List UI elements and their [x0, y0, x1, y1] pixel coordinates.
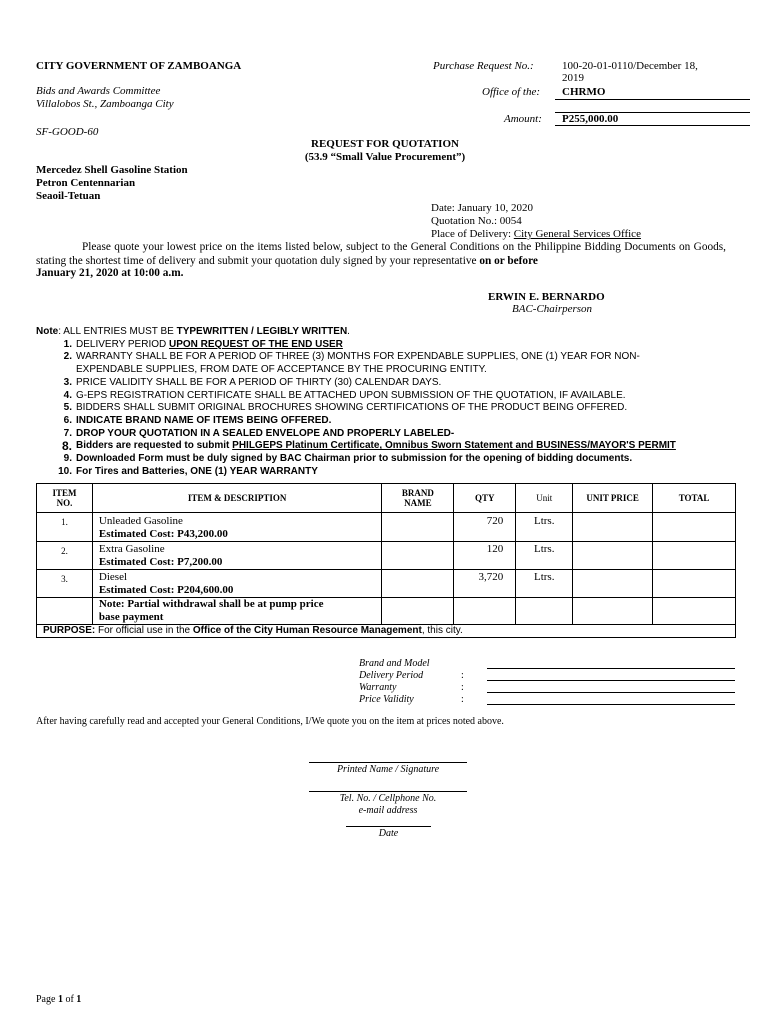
warranty-label: Warranty: [359, 682, 397, 693]
header-total: TOTAL: [653, 484, 736, 513]
supplier-3: Seaoil-Tetuan: [36, 190, 101, 202]
item-brand[interactable]: [382, 570, 454, 598]
note-number: 5.: [63, 402, 72, 414]
colon: :: [461, 670, 464, 681]
warranty-field[interactable]: [487, 692, 735, 693]
notes-intro-end: .: [347, 326, 350, 337]
office-underline: [555, 99, 750, 100]
date-label: Date: [378, 828, 399, 839]
notes-intro-bold: TYPEWRITTEN / LEGIBLY WRITTEN: [176, 326, 348, 337]
purpose-text: For official use in the: [95, 625, 193, 636]
item-unit-price[interactable]: [573, 513, 653, 542]
note-number: 1.: [63, 338, 72, 350]
office-value: CHRMO: [562, 86, 606, 98]
note-text: For Tires and Batteries, ONE (1) YEAR WARRANTY: [76, 465, 318, 477]
note-line: base payment: [98, 611, 164, 623]
item-name: Extra Gasoline: [98, 543, 165, 555]
amount-value: P255,000.00: [562, 113, 619, 125]
page-text: of: [62, 994, 77, 1005]
purpose-text-end: , this city.: [421, 625, 463, 636]
item-name: Unleaded Gasoline: [98, 515, 183, 527]
item-name: Diesel: [98, 571, 128, 583]
quotation-no: Quotation No.: 0054: [431, 215, 522, 227]
brand-model-field[interactable]: [487, 668, 735, 669]
header-description: ITEM & DESCRIPTION: [92, 484, 382, 513]
intro-paragraph: [36, 240, 726, 268]
note-text-cont: EXPENDABLE SUPPLIES, FROM DATE OF ACCEPTANCE BY THE PROCURING ENTITY.: [76, 364, 487, 376]
amount-underline: [555, 125, 750, 126]
note-number: 2.: [63, 351, 72, 363]
header-text: NO.: [56, 498, 73, 508]
delivery-period-label: Delivery Period: [359, 670, 424, 681]
item-total[interactable]: [653, 513, 736, 542]
item-unit-price[interactable]: [573, 570, 653, 598]
notes-label: Note: [36, 326, 59, 337]
item-qty: 720: [454, 513, 516, 542]
note-text: G-EPS REGISTRATION CERTIFICATE SHALL BE ATTACHED UPON SUBMISSION OF THE QUOTATION, IF AVAILABLE.: [76, 389, 626, 401]
note-item-5: [36, 402, 736, 415]
item-unit: Ltrs.: [516, 542, 573, 570]
header-item-no: [37, 484, 93, 513]
amount-label: Amount:: [504, 113, 542, 125]
note-item-1: [36, 339, 736, 352]
note-item-7: [36, 428, 736, 441]
table-row: [37, 570, 736, 598]
committee-address: Villalobos St., Zamboanga City: [36, 98, 174, 110]
purpose-office: Office of the City Human Resource Management: [192, 625, 422, 636]
note-text: WARRANTY SHALL BE FOR A PERIOD OF THREE (3) MONTHS FOR EXPENDABLE SUPPLIES, ONE (1) YEAR FOR NON-: [76, 351, 640, 363]
rfq-title: REQUEST FOR QUOTATION: [311, 138, 459, 150]
item-unit: Ltrs.: [516, 570, 573, 598]
date-line[interactable]: [346, 826, 431, 827]
note-number: 10.: [58, 465, 72, 477]
item-qty: 3,720: [454, 570, 516, 598]
chairperson-name: ERWIN E. BERNARDO: [488, 291, 605, 303]
printed-name-label: Printed Name / Signature: [336, 764, 440, 775]
note-text: INDICATE BRAND NAME OF ITEMS BEING OFFERED.: [76, 414, 332, 426]
note-cell-empty: [37, 598, 93, 625]
header-text: ITEM: [52, 488, 77, 498]
note-emphasis: PHILGEPS Platinum Certificate, Omnibus Sworn Statement and BUSINESS/MAYOR'S PERMIT: [232, 440, 676, 452]
note-item-9: [36, 453, 736, 466]
item-estimated-cost: Estimated Cost: P7,200.00: [98, 556, 223, 568]
email-label: e-mail address: [358, 805, 418, 816]
committee-name: Bids and Awards Committee: [36, 85, 161, 97]
item-total[interactable]: [653, 542, 736, 570]
note-text: DELIVERY PERIOD: [76, 338, 169, 350]
table-row: [37, 542, 736, 570]
intro-text: Please quote your lowest price on the items listed below, subject to the General Conditions on the Philippine Bidding Documents on Goods, stating the shortest time of delivery and submit your quotation duly signed by your representative: [36, 241, 726, 267]
item-no: 2.: [37, 542, 93, 570]
header-unit-price: UNIT PRICE: [573, 484, 653, 513]
chairperson-title: BAC-Chairperson: [512, 303, 593, 315]
page-text: Page: [36, 994, 58, 1005]
note-text: DROP YOUR QUOTATION IN A SEALED ENVELOPE AND PROPERLY LABELED-: [76, 427, 455, 439]
item-description: [92, 513, 382, 542]
note-number: 7.: [63, 427, 72, 439]
page-number: [36, 994, 81, 1005]
item-estimated-cost: Estimated Cost: P43,200.00: [98, 528, 228, 540]
item-brand[interactable]: [382, 542, 454, 570]
place-value: City General Services Office: [513, 228, 641, 240]
note-text: Downloaded Form must be duly signed by BAC Chairman prior to submission for the opening of bidding documents.: [76, 453, 633, 465]
item-description: [92, 570, 382, 598]
header-brand: [382, 484, 454, 513]
item-estimated-cost: Estimated Cost: P204,600.00: [98, 584, 234, 596]
note-cell-empty: [454, 598, 516, 625]
note-text: Bidders are requested to submit: [76, 440, 233, 452]
item-unit: Ltrs.: [516, 513, 573, 542]
header-text: BRAND: [401, 488, 434, 498]
items-table: [36, 483, 736, 638]
brand-model-label: Brand and Model: [359, 658, 430, 669]
item-total[interactable]: [653, 570, 736, 598]
notes-heading: [36, 326, 736, 339]
note-number: 6.: [63, 414, 72, 426]
note-item-8: [36, 440, 736, 453]
purpose: [37, 625, 736, 638]
header-qty: QTY: [454, 484, 516, 513]
table-row: [37, 513, 736, 542]
form-code: SF-GOOD-60: [36, 126, 99, 138]
office-label: Office of the:: [482, 86, 541, 98]
supplier-2: Petron Centennarian: [36, 177, 136, 189]
purpose-label: PURPOSE:: [43, 625, 96, 636]
notes-list: [36, 326, 736, 478]
deadline-part1: on or before: [479, 255, 538, 267]
item-qty: 120: [454, 542, 516, 570]
quote-date: Date: January 10, 2020: [431, 202, 534, 214]
colon: :: [461, 694, 464, 705]
delivery-period-field[interactable]: [487, 680, 735, 681]
note-item-10: [36, 466, 736, 479]
deadline: January 21, 2020 at 10:00 a.m.: [36, 267, 184, 279]
note-text: BIDDERS SHALL SUBMIT ORIGINAL BROCHURES SHOWING CERTIFICATIONS OF THE PRODUCT BEING OFFERED.: [76, 402, 628, 414]
rfq-subtitle: (53.9 “Small Value Procurement”): [304, 151, 466, 163]
note-cell-empty: [382, 598, 454, 625]
note-number: 9.: [63, 453, 72, 465]
note-cell-empty: [653, 598, 736, 625]
header-unit: Unit: [516, 484, 573, 513]
note-item-3: [36, 377, 736, 390]
signature-line[interactable]: [309, 762, 467, 763]
page-total: 1: [76, 994, 82, 1005]
note-number: 3.: [63, 376, 72, 388]
page-current: 1: [57, 994, 63, 1005]
pr-label: Purchase Request No.:: [433, 60, 534, 72]
purpose-row: [37, 625, 736, 638]
note-item-4: [36, 390, 736, 403]
note-item-6: [36, 415, 736, 428]
note-text: PRICE VALIDITY SHALL BE FOR A PERIOD OF THIRTY (30) CALENDAR DAYS.: [76, 376, 442, 388]
closing-statement: After having carefully read and accepted your General Conditions, I/We quote you on the item at prices noted above.: [36, 716, 504, 727]
note-cell-empty: [573, 598, 653, 625]
pr-value-line2: 2019: [562, 72, 584, 84]
colon: :: [461, 682, 464, 693]
tel-label: Tel. No. / Cellphone No.: [339, 793, 437, 804]
header-text: NAME: [404, 498, 432, 508]
pr-value-line1: 100-20-01-0110/December 18,: [562, 60, 698, 72]
note-line: Note: Partial withdrawal shall be at pump price: [98, 598, 324, 610]
table-header-row: [37, 484, 736, 513]
note-emphasis: UPON REQUEST OF THE END USER: [169, 338, 343, 350]
item-brand[interactable]: [382, 513, 454, 542]
contact-line[interactable]: [309, 791, 467, 792]
price-validity-field[interactable]: [487, 704, 735, 705]
place-of-delivery: [431, 228, 641, 240]
place-label: Place of Delivery:: [431, 228, 514, 240]
org-name: CITY GOVERNMENT OF ZAMBOANGA: [36, 60, 242, 72]
item-no: 1.: [37, 513, 93, 542]
notes-intro: : ALL ENTRIES MUST BE: [58, 326, 177, 337]
price-validity-label: Price Validity: [359, 694, 414, 705]
table-note-row: [37, 598, 736, 625]
item-description: [92, 542, 382, 570]
note-cell-empty: [516, 598, 573, 625]
note-item-2: [36, 351, 736, 376]
note-number: 4.: [63, 389, 72, 401]
partial-withdrawal-note: [92, 598, 382, 625]
item-unit-price[interactable]: [573, 542, 653, 570]
supplier-1: Mercedez Shell Gasoline Station: [36, 164, 188, 176]
note-number: 8.: [61, 439, 72, 454]
item-no: 3.: [37, 570, 93, 598]
